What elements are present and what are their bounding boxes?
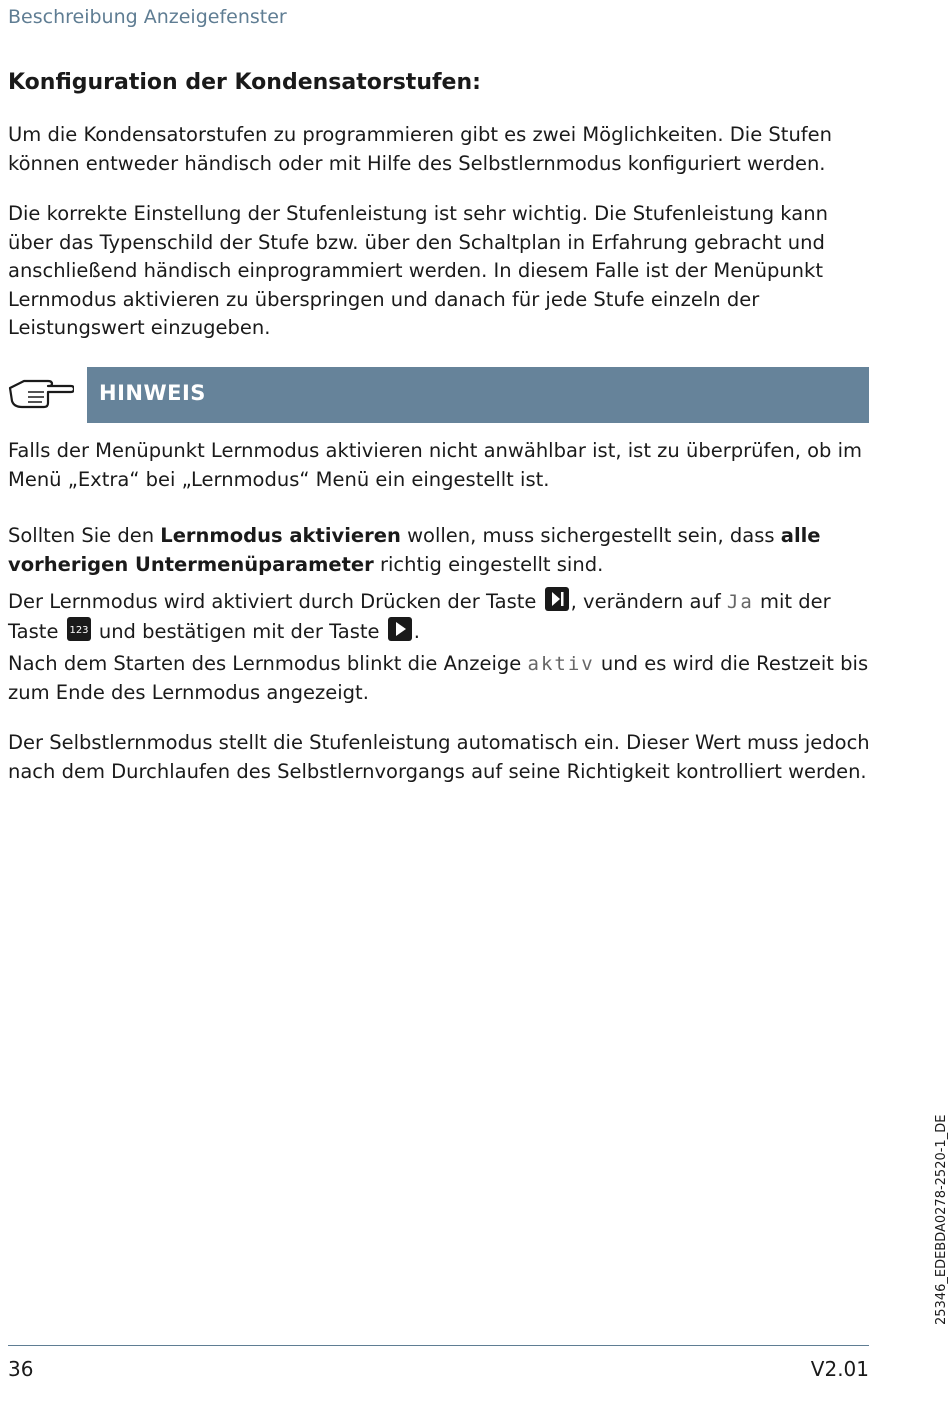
play-skip-key-icon: [545, 587, 569, 611]
paragraph-learn-mode-display: [8, 650, 870, 707]
text-segment: wollen, muss sichergestellt sein, dass: [400, 524, 781, 547]
number-key-icon: [67, 617, 91, 641]
text-segment: Der Lernmodus wird aktiviert durch Drücken der Taste: [8, 590, 543, 613]
text-segment: richtig eingestellt sind.: [373, 552, 604, 576]
paragraph-step-power: Die korrekte Einstellung der Stufenleistung ist sehr wichtig. Die Stufenleistung kann über das Typenschild der Stufe bzw. über den Schaltplan in Erfahrung gebracht und anschließend händisch einprogrammiert werden. In diesem Falle ist der Menüpunkt Lernmodus aktivieren zu überspringen und danach für jede Stufe einzeln der Leistungswert einzugeben.: [8, 202, 828, 339]
text-segment: mit der Taste: [8, 590, 831, 643]
page-number: 36: [8, 1357, 34, 1381]
text-segment: , verändern auf: [570, 590, 727, 613]
text-segment: Nach dem Starten des Lernmodus blinkt die Anzeige: [8, 652, 528, 675]
pointing-hand-icon: [8, 376, 74, 410]
bold-segment: Lernmodus aktivieren: [160, 524, 401, 547]
document-version: V2.01: [810, 1357, 869, 1381]
text-segment: Sollten Sie den: [8, 524, 161, 547]
paragraph-learn-mode-precondition: [8, 522, 870, 579]
number-key-glyph: 123: [69, 624, 89, 636]
bold-segment: alle vorherigen Untermenüparameter: [8, 524, 821, 576]
text-segment: und es wird die Restzeit bis zum Ende des Lernmodus angezeigt.: [8, 652, 869, 704]
play-key-icon: [388, 617, 412, 641]
lcd-aktiv: aktiv: [527, 653, 595, 675]
footer-divider: [8, 1345, 869, 1346]
lcd-ja: Ja: [726, 591, 754, 613]
paragraph-self-learn-check: Der Selbstlernmodus stellt die Stufenleistung automatisch ein. Dieser Wert muss jedoch nach dem Durchlaufen des Selbstlernvorgangs auf seine Richtigkeit kontrolliert werden.: [8, 731, 870, 783]
text-segment: .: [413, 619, 420, 643]
paragraph-intro: Um die Kondensatorstufen zu programmieren gibt es zwei Möglichkeiten. Die Stufen können entweder händisch oder mit Hilfe des Selbstlernmodus konfiguriert werden.: [8, 123, 833, 175]
paragraph-learn-mode-activation: [8, 587, 870, 646]
section-header: Beschreibung Anzeigefenster: [8, 6, 287, 28]
hinweis-label: HINWEIS: [99, 381, 206, 405]
page-title: Konfiguration der Kondensatorstufen:: [8, 70, 481, 95]
document-code: 25346_EDEBDA0278-2520-1_DE: [934, 1114, 949, 1325]
hinweis-text: Falls der Menüpunkt Lernmodus aktivieren nicht anwählbar ist, ist zu überprüfen, ob im Menü „Extra“ bei „Lernmodus“ Menü ein eingestellt ist.: [8, 439, 863, 491]
hinweis-banner: [87, 367, 869, 423]
text-segment: und bestätigen mit der Taste: [92, 619, 386, 643]
